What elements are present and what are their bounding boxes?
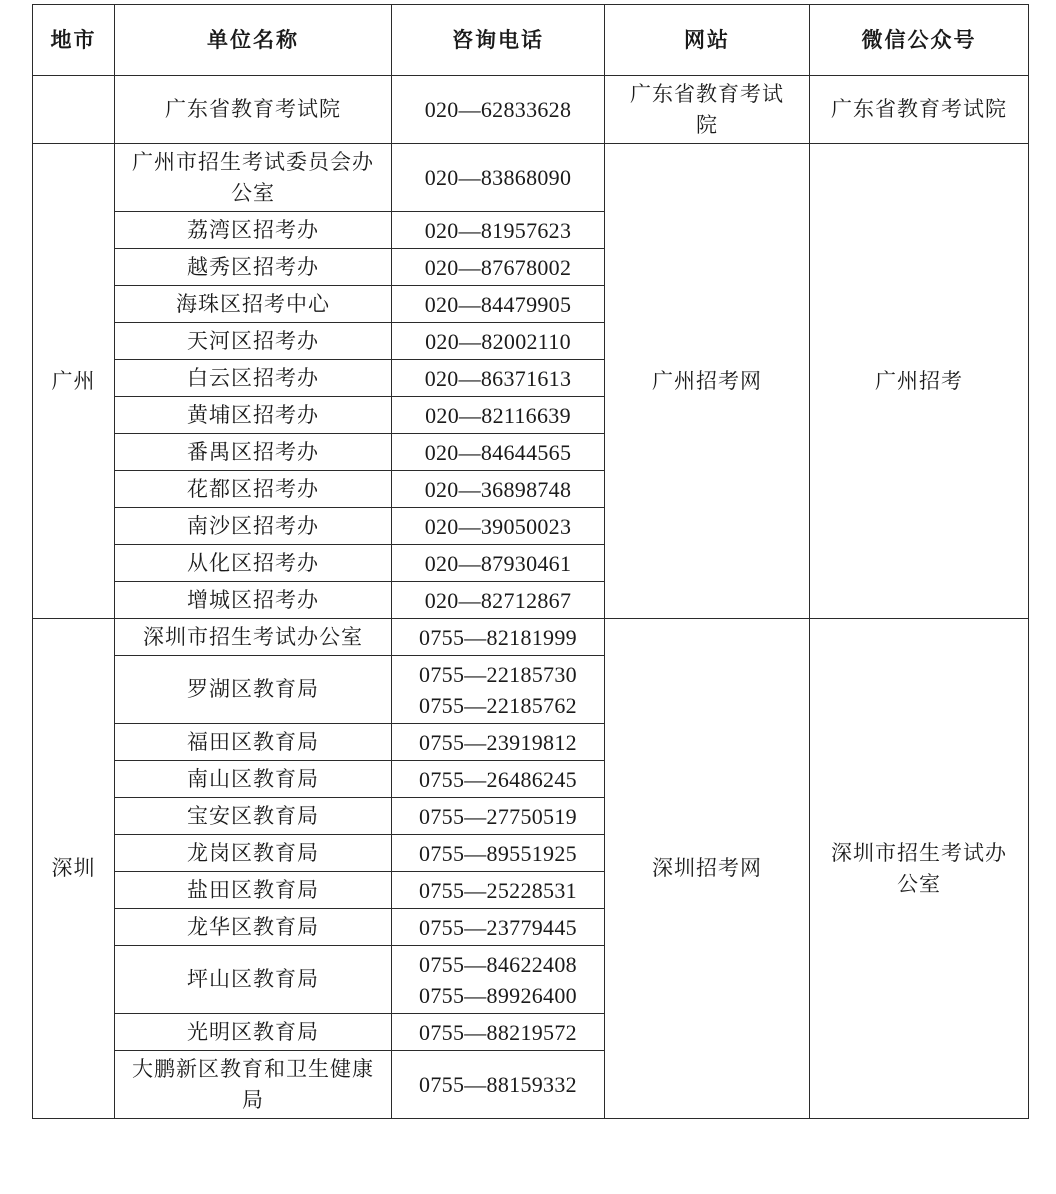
phone-line: 0755—89926400 xyxy=(419,982,577,1008)
phone-line: 0755—25228531 xyxy=(419,877,577,903)
website-shenzhen: 深圳招考网 xyxy=(605,619,810,1119)
unit-name: 海珠区招考中心 xyxy=(115,286,392,323)
unit-name: 白云区招考办 xyxy=(115,360,392,397)
province-city-cell xyxy=(33,76,115,144)
table-row xyxy=(33,619,1029,656)
unit-name: 福田区教育局 xyxy=(115,724,392,761)
header-unit-name: 单位名称 xyxy=(115,5,392,76)
phone-number: 020—81957623 xyxy=(392,212,605,249)
province-phone: 020—62833628 xyxy=(392,76,605,144)
header-city: 地市 xyxy=(33,5,115,76)
phone-number: 020—36898748 xyxy=(392,471,605,508)
unit-name: 南沙区招考办 xyxy=(115,508,392,545)
unit-name: 宝安区教育局 xyxy=(115,798,392,835)
province-website: 广东省教育考试院 xyxy=(605,76,810,144)
phone-line: 0755—89551925 xyxy=(419,840,577,866)
unit-name: 从化区招考办 xyxy=(115,545,392,582)
phone-number xyxy=(392,909,605,946)
phone-number: 020—39050023 xyxy=(392,508,605,545)
city-shenzhen: 深圳 xyxy=(33,619,115,1119)
unit-name: 光明区教育局 xyxy=(115,1014,392,1051)
unit-name: 荔湾区招考办 xyxy=(115,212,392,249)
unit-name: 番禺区招考办 xyxy=(115,434,392,471)
phone-number xyxy=(392,619,605,656)
phone-line: 0755—22185730 xyxy=(419,661,577,687)
phone-line: 0755—84622408 xyxy=(419,951,577,977)
phone-number: 020—84644565 xyxy=(392,434,605,471)
phone-number xyxy=(392,872,605,909)
province-unit-name: 广东省教育考试院 xyxy=(115,76,392,144)
phone-number: 020—82712867 xyxy=(392,582,605,619)
header-website: 网站 xyxy=(605,5,810,76)
header-phone: 咨询电话 xyxy=(392,5,605,76)
phone-number xyxy=(392,1051,605,1119)
phone-line: 0755—27750519 xyxy=(419,803,577,829)
contact-table xyxy=(32,4,1029,1119)
phone-line: 0755—22185762 xyxy=(419,692,577,718)
unit-name: 坪山区教育局 xyxy=(115,946,392,1014)
phone-line: 0755—26486245 xyxy=(419,766,577,792)
unit-name: 越秀区招考办 xyxy=(115,249,392,286)
website-guangzhou: 广州招考网 xyxy=(605,144,810,619)
unit-name: 盐田区教育局 xyxy=(115,872,392,909)
unit-name: 深圳市招生考试办公室 xyxy=(115,619,392,656)
phone-number xyxy=(392,761,605,798)
phone-number: 020—82002110 xyxy=(392,323,605,360)
phone-line: 0755—23779445 xyxy=(419,914,577,940)
phone-number xyxy=(392,946,605,1014)
phone-number: 020—87930461 xyxy=(392,545,605,582)
phone-number: 020—87678002 xyxy=(392,249,605,286)
unit-name: 黄埔区招考办 xyxy=(115,397,392,434)
phone-number xyxy=(392,798,605,835)
unit-name: 广州市招生考试委员会办公室 xyxy=(115,144,392,212)
phone-line: 0755—23919812 xyxy=(419,729,577,755)
phone-line: 0755—88159332 xyxy=(419,1072,577,1097)
province-wechat: 广东省教育考试院 xyxy=(810,76,1029,144)
wechat-guangzhou: 广州招考 xyxy=(810,144,1029,619)
unit-name: 花都区招考办 xyxy=(115,471,392,508)
phone-number: 020—84479905 xyxy=(392,286,605,323)
phone-number: 020—83868090 xyxy=(392,144,605,212)
unit-name: 龙华区教育局 xyxy=(115,909,392,946)
phone-line: 0755—82181999 xyxy=(419,624,577,650)
unit-name: 大鹏新区教育和卫生健康局 xyxy=(115,1051,392,1119)
city-guangzhou: 广州 xyxy=(33,144,115,619)
unit-name: 罗湖区教育局 xyxy=(115,656,392,724)
phone-line: 0755—88219572 xyxy=(419,1019,577,1045)
phone-number xyxy=(392,656,605,724)
unit-name: 增城区招考办 xyxy=(115,582,392,619)
phone-number: 020—86371613 xyxy=(392,360,605,397)
header-row xyxy=(33,5,1029,76)
unit-name: 南山区教育局 xyxy=(115,761,392,798)
table-row-province xyxy=(33,76,1029,144)
phone-number xyxy=(392,835,605,872)
table-row xyxy=(33,144,1029,212)
phone-number xyxy=(392,1014,605,1051)
phone-number xyxy=(392,724,605,761)
wechat-shenzhen: 深圳市招生考试办公室 xyxy=(810,619,1029,1119)
unit-name: 龙岗区教育局 xyxy=(115,835,392,872)
phone-number: 020—82116639 xyxy=(392,397,605,434)
unit-name: 天河区招考办 xyxy=(115,323,392,360)
header-wechat: 微信公众号 xyxy=(810,5,1029,76)
